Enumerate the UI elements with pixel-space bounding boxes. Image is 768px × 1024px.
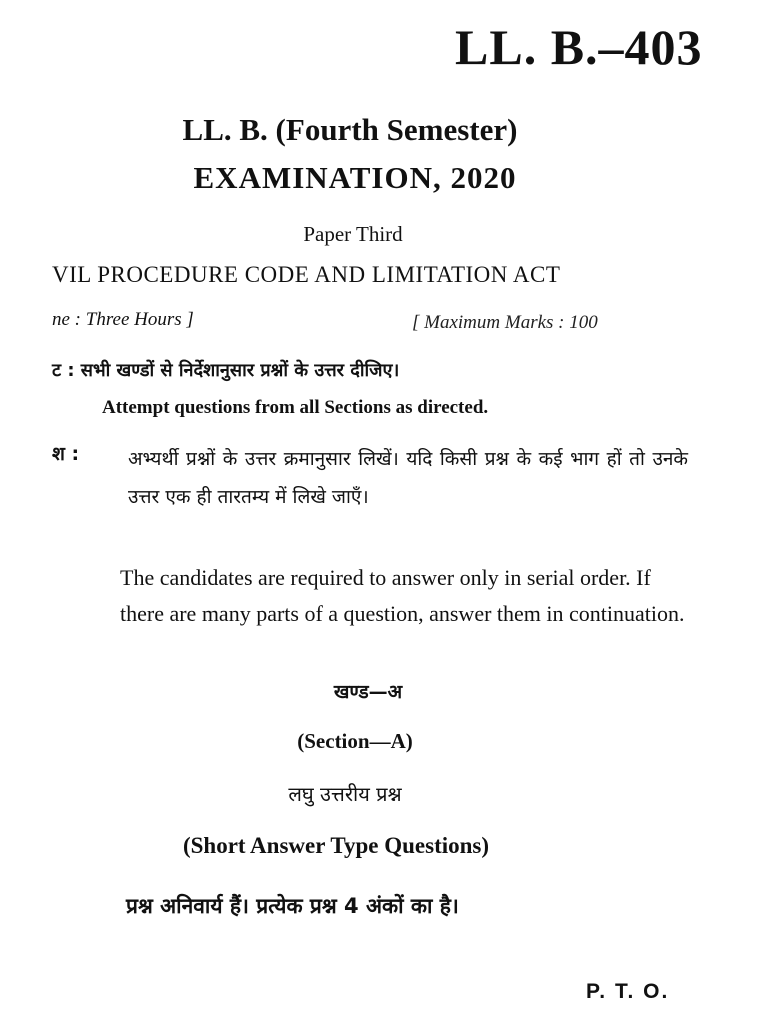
paper-code: LL. B.–403 (455, 19, 703, 75)
paper-number: Paper Third (303, 222, 403, 246)
instructions-label: श : (52, 443, 80, 465)
note-hindi: ट : सभी खण्डों से निर्देशानुसार प्रश्नों के उत्तर दीजिए। (52, 360, 400, 381)
subject-title: VIL PROCEDURE CODE AND LIMITATION ACT (52, 262, 561, 287)
instructions-hindi: अभ्यर्थी प्रश्नों के उत्तर क्रमानुसार लिखें। यदि किसी प्रश्न के कई भाग हों तो उनके उत्तर एक ही तारतम्य में लिखे जाएँ। (128, 448, 688, 508)
note-english: Attempt questions from all Sections as directed. (102, 397, 489, 418)
question-type-english: (Short Answer Type Questions) (182, 833, 490, 858)
exam-title: EXAMINATION, 2020 (193, 160, 517, 195)
maximum-marks: [ Maximum Marks : 100 (412, 312, 598, 333)
section-heading-hindi: खण्ड—अ (333, 681, 403, 703)
course-title: LL. B. (Fourth Semester) (182, 112, 518, 147)
time-allowed: ne : Three Hours ] (52, 309, 194, 330)
section-heading-english: (Section—A) (297, 729, 413, 753)
instructions-english: The candidates are required to answer only in serial order. If there are many parts of a question, answer them in continuation. (120, 565, 685, 626)
pto-label: P. T. O. (586, 980, 670, 1003)
compulsory-note: प्रश्न अनिवार्य हैं। प्रत्येक प्रश्न 4 अंकों का है। (126, 894, 459, 918)
question-type-hindi: लघु उत्तरीय प्रश्न (288, 782, 402, 806)
